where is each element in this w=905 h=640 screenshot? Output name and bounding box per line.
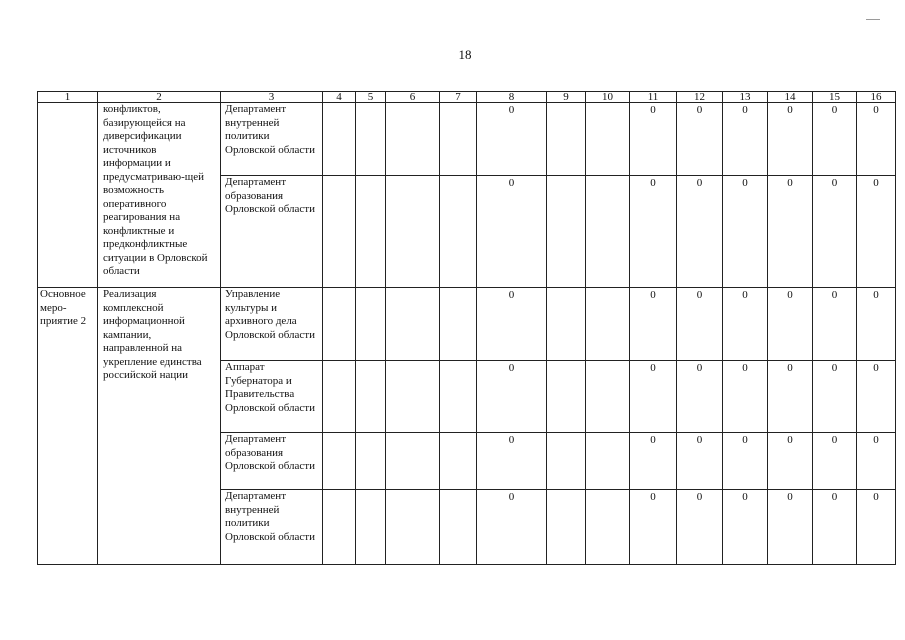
value-col-15: 0 <box>813 176 857 288</box>
empty-cell <box>356 361 386 433</box>
empty-cell <box>586 288 630 361</box>
department-name: Департамент образования Орловской области <box>221 176 323 288</box>
value-col-16: 0 <box>857 433 896 490</box>
empty-cell <box>440 433 477 490</box>
value-col-16: 0 <box>857 176 896 288</box>
empty-cell <box>323 433 356 490</box>
table-row <box>38 103 896 176</box>
empty-cell <box>547 490 586 565</box>
value-col-11: 0 <box>630 490 677 565</box>
empty-cell <box>547 361 586 433</box>
empty-cell <box>386 103 440 176</box>
empty-cell <box>323 490 356 565</box>
empty-cell <box>386 433 440 490</box>
value-col-8: 0 <box>477 288 547 361</box>
event-description: конфликтов, базирующейся на диверсификации источников информации и предусматриваю-щей возможность оперативного реагирования на конфликтные и предконфликтные ситуации в Орловской области <box>98 103 221 288</box>
value-col-15: 0 <box>813 361 857 433</box>
empty-cell <box>323 361 356 433</box>
empty-cell <box>440 361 477 433</box>
value-col-15: 0 <box>813 433 857 490</box>
value-col-11: 0 <box>630 176 677 288</box>
column-header: 12 <box>677 92 723 103</box>
value-col-14: 0 <box>768 490 813 565</box>
column-header: 1 <box>38 92 98 103</box>
value-col-8: 0 <box>477 490 547 565</box>
value-col-13: 0 <box>723 361 768 433</box>
column-header: 9 <box>547 92 586 103</box>
value-col-11: 0 <box>630 288 677 361</box>
value-col-16: 0 <box>857 103 896 176</box>
value-col-8: 0 <box>477 361 547 433</box>
event-label-cell <box>38 103 98 288</box>
empty-cell <box>440 103 477 176</box>
value-col-12: 0 <box>677 176 723 288</box>
empty-cell <box>547 103 586 176</box>
value-col-15: 0 <box>813 103 857 176</box>
value-col-13: 0 <box>723 103 768 176</box>
value-col-12: 0 <box>677 433 723 490</box>
column-header: 2 <box>98 92 221 103</box>
empty-cell <box>356 176 386 288</box>
page-number: 18 <box>458 47 472 62</box>
empty-cell <box>440 490 477 565</box>
empty-cell <box>440 176 477 288</box>
empty-cell <box>386 361 440 433</box>
column-header: 8 <box>477 92 547 103</box>
value-col-12: 0 <box>677 490 723 565</box>
column-header: 15 <box>813 92 857 103</box>
value-col-8: 0 <box>477 433 547 490</box>
value-col-12: 0 <box>677 288 723 361</box>
empty-cell <box>386 176 440 288</box>
column-header: 10 <box>586 92 630 103</box>
value-col-13: 0 <box>723 288 768 361</box>
value-col-8: 0 <box>477 103 547 176</box>
empty-cell <box>356 433 386 490</box>
empty-cell <box>323 288 356 361</box>
column-header: 16 <box>857 92 896 103</box>
column-header: 14 <box>768 92 813 103</box>
empty-cell <box>586 490 630 565</box>
department-name: Департамент внутренней политики Орловской области <box>221 103 323 176</box>
scan-artifact-line <box>866 19 880 20</box>
value-col-14: 0 <box>768 176 813 288</box>
column-header: 7 <box>440 92 477 103</box>
column-number-header-row <box>38 92 896 103</box>
value-col-12: 0 <box>677 103 723 176</box>
value-col-16: 0 <box>857 288 896 361</box>
empty-cell <box>547 176 586 288</box>
empty-cell <box>547 288 586 361</box>
value-col-13: 0 <box>723 490 768 565</box>
empty-cell <box>586 361 630 433</box>
empty-cell <box>356 103 386 176</box>
empty-cell <box>323 103 356 176</box>
value-col-15: 0 <box>813 490 857 565</box>
value-col-11: 0 <box>630 361 677 433</box>
empty-cell <box>356 288 386 361</box>
event-label: Основное меро-приятие 2 <box>38 288 98 565</box>
empty-cell <box>356 490 386 565</box>
department-name: Департамент внутренней политики Орловской области <box>221 490 323 565</box>
column-header: 11 <box>630 92 677 103</box>
value-col-12: 0 <box>677 361 723 433</box>
event-description: Реализация комплексной информационной кампании, направленной на укрепление единства российской нации <box>98 288 221 565</box>
value-col-14: 0 <box>768 361 813 433</box>
column-header: 4 <box>323 92 356 103</box>
value-col-15: 0 <box>813 288 857 361</box>
value-col-13: 0 <box>723 176 768 288</box>
value-col-14: 0 <box>768 288 813 361</box>
value-col-13: 0 <box>723 433 768 490</box>
value-col-16: 0 <box>857 361 896 433</box>
value-col-11: 0 <box>630 433 677 490</box>
empty-cell <box>386 288 440 361</box>
value-col-14: 0 <box>768 433 813 490</box>
table-row <box>38 288 896 361</box>
empty-cell <box>586 176 630 288</box>
value-col-16: 0 <box>857 490 896 565</box>
empty-cell <box>323 176 356 288</box>
program-funding-table <box>37 91 896 565</box>
column-header: 6 <box>386 92 440 103</box>
department-name: Аппарат Губернатора и Правительства Орловской области <box>221 361 323 433</box>
value-col-8: 0 <box>477 176 547 288</box>
department-name: Управление культуры и архивного дела Орловской области <box>221 288 323 361</box>
empty-cell <box>547 433 586 490</box>
column-header: 13 <box>723 92 768 103</box>
column-header: 3 <box>221 92 323 103</box>
empty-cell <box>586 433 630 490</box>
value-col-14: 0 <box>768 103 813 176</box>
empty-cell <box>586 103 630 176</box>
value-col-11: 0 <box>630 103 677 176</box>
empty-cell <box>386 490 440 565</box>
department-name: Департамент образования Орловской области <box>221 433 323 490</box>
column-header: 5 <box>356 92 386 103</box>
empty-cell <box>440 288 477 361</box>
